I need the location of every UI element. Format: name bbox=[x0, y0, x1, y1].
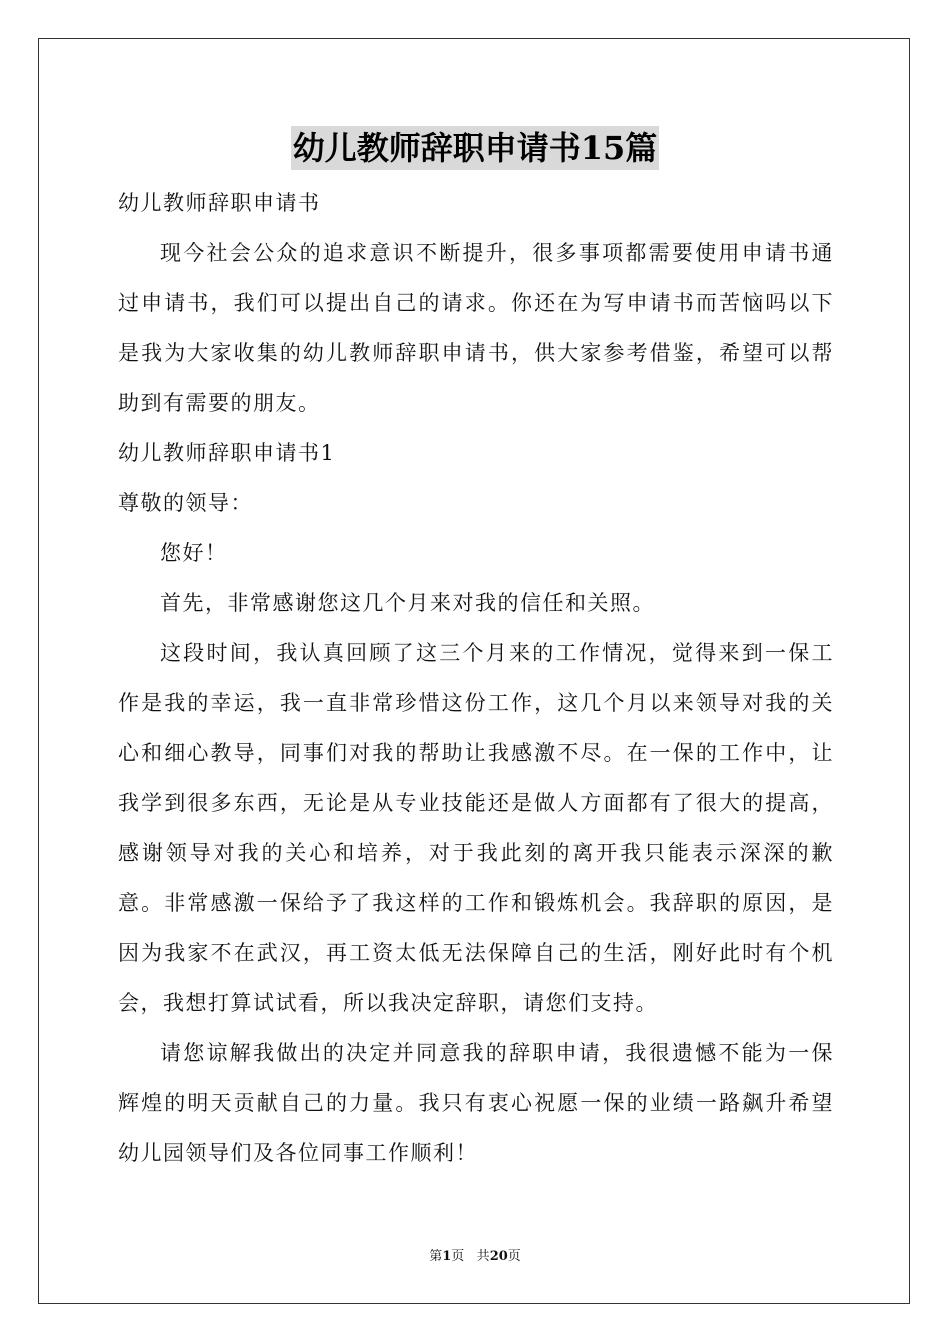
footer-page-suffix: 页 bbox=[451, 1249, 465, 1264]
footer-total-suffix: 页 bbox=[507, 1249, 521, 1264]
paragraph-greeting: 您好！ bbox=[160, 541, 228, 565]
document-title: 幼儿教师辞职申请书15篇 bbox=[291, 126, 660, 170]
paragraph-salutation: 尊敬的领导： bbox=[118, 491, 253, 515]
paragraph-subtitle: 幼儿教师辞职申请书 bbox=[118, 191, 321, 215]
footer-page-number: 1 bbox=[442, 1249, 452, 1264]
footer-total-pages: 20 bbox=[489, 1249, 508, 1264]
footer-page-prefix: 第 bbox=[429, 1249, 443, 1264]
paragraph-thanks: 首先，非常感谢您这几个月来对我的信任和关照。 bbox=[160, 591, 655, 615]
paragraph-closing: 请您谅解我做出的决定并同意我的辞职申请，我很遗憾不能为一保辉煌的明天贡献自己的力量。我只有衷心祝愿一保的业绩一路飙升希望幼儿园领导们及各位同事工作顺利！ bbox=[118, 1041, 834, 1165]
paragraph-intro: 现今社会公众的追求意识不断提升，很多事项都需要使用申请书通过申请书，我们可以提出自己的请求。你还在为写申请书而苦恼吗以下是我为大家收集的幼儿教师辞职申请书，供大家参考借鉴，希望可以帮助到有需要的朋友。 bbox=[118, 241, 834, 415]
paragraph-reason: 这段时间，我认真回顾了这三个月来的工作情况，觉得来到一保工作是我的幸运，我一直非常珍惜这份工作，这几个月以来领导对我的关心和细心教导，同事们对我的帮助让我感激不尽。在一保的工作中，让我学到很多东西，无论是从专业技能还是做人方面都有了很大的提高，感谢领导对我的关心和培养，对于我此刻的离开我只能表示深深的歉意。非常感激一保给予了我这样的工作和锻炼机会。我辞职的原因，是因为我家不在武汉，再工资太低无法保障自己的生活，刚好此时有个机会，我想打算试试看，所以我决定辞职，请您们支持。 bbox=[118, 641, 834, 1015]
footer-total-prefix: 共 bbox=[476, 1249, 490, 1264]
page-footer bbox=[0, 1248, 950, 1266]
document-body bbox=[118, 178, 834, 1178]
title-container bbox=[0, 126, 950, 170]
paragraph-section-heading: 幼儿教师辞职申请书1 bbox=[118, 441, 336, 465]
